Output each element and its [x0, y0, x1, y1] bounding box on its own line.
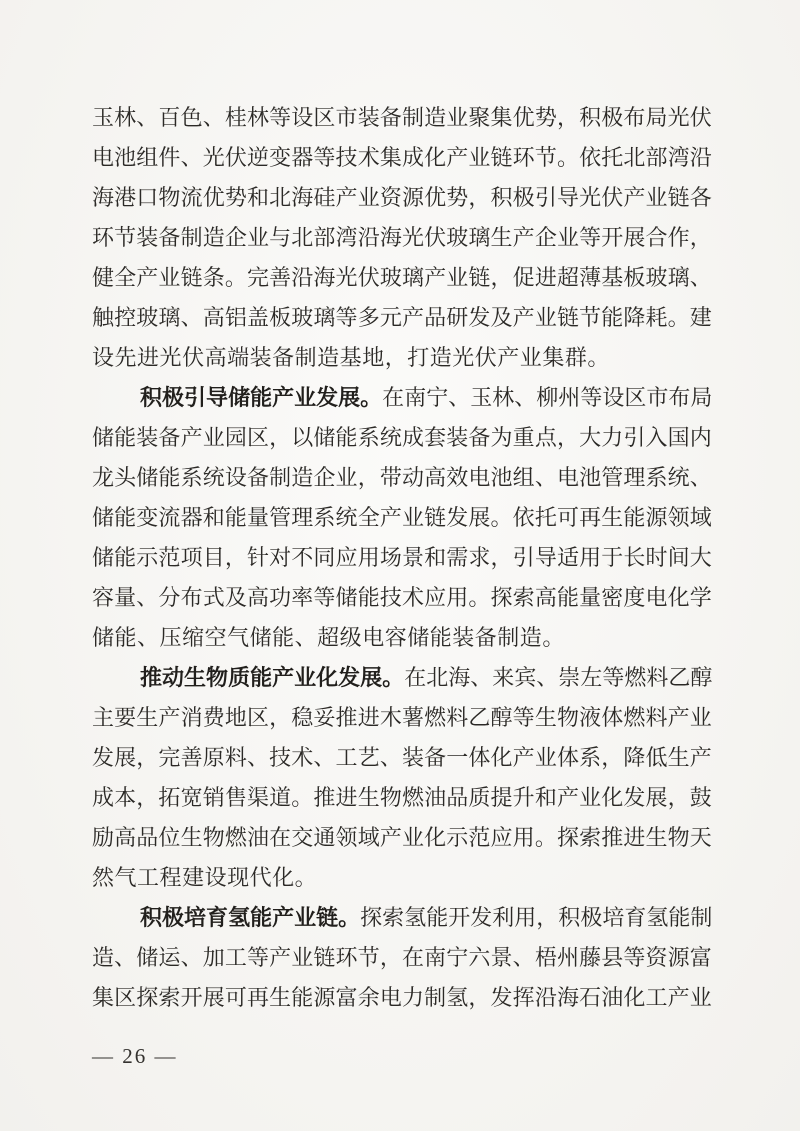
text-line: 积 极 培 育 氢 能 产 业 链 。 探 索 氢 能 开 发 利 用 ， 积 极 培 育 氢 能 制 [140, 904, 713, 930]
text-line: 龙 头 储 能 系 统 设 备 制 造 企 业 ， 带 动 高 效 电 池 组 、 电 池 管 理 系 统 、 [92, 464, 712, 490]
text-line: 主 要 生 产 消 费 地 区 ， 稳 妥 推 进 木 薯 燃 料 乙 醇 等 生 物 液 体 燃 料 产 业 [92, 704, 712, 730]
page-number: — 26 — [92, 1044, 178, 1068]
text-line: 推 动 生 物 质 能 产 业 化 发 展 。 在 北 海 、 来 宾 、 崇 左 等 燃 料 乙 醇 [140, 664, 713, 690]
text-line: 触 控 玻 璃 、 高 铝 盖 板 玻 璃 等 多 元 产 品 研 发 及 产 业 链 节 能 降 耗 。 建 [92, 304, 712, 330]
paragraph [92, 896, 712, 1016]
text-line: 储 能 、 压 缩 空 气 储 能 、 超 级 电 容 储 能 装 备 制 造 。 [92, 624, 565, 650]
paragraph [92, 656, 712, 896]
paragraph [92, 96, 712, 376]
text-line: 励 高 品 位 生 物 燃 油 在 交 通 领 域 产 业 化 示 范 应 用 。 探 索 推 进 生 物 天 [92, 824, 712, 850]
text-line: 健 全 产 业 链 条 。 完 善 沿 海 光 伏 玻 璃 产 业 链 ， 促 进 超 薄 基 板 玻 璃 、 [92, 264, 712, 290]
text-line: 环 节 装 备 制 造 企 业 与 北 部 湾 沿 海 光 伏 玻 璃 生 产 企 业 等 开 展 合 作 ， [92, 224, 712, 250]
text-line: 发 展 ， 完 善 原 料 、 技 术 、 工 艺 、 装 备 一 体 化 产 业 体 系 ， 降 低 生 产 [92, 744, 712, 770]
text-line: 成 本 ， 拓 宽 销 售 渠 道 。 推 进 生 物 燃 油 品 质 提 升 和 产 业 化 发 展 ， 鼓 [92, 784, 712, 810]
text-line: 电 池 组 件 、 光 伏 逆 变 器 等 技 术 集 成 化 产 业 链 环 节 。 依 托 北 部 湾 沿 [92, 144, 712, 170]
text-line: 海 港 口 物 流 优 势 和 北 海 硅 产 业 资 源 优 势 ， 积 极 引 导 光 伏 产 业 链 各 [92, 184, 712, 210]
text-line: 然 气 工 程 建 设 现 代 化 。 [92, 864, 318, 890]
paragraph [92, 376, 712, 656]
text-line: 积 极 引 导 储 能 产 业 发 展 。 在 南 宁 、 玉 林 、 柳 州 等 设 区 市 布 局 [140, 384, 713, 410]
text-line: 设 先 进 光 伏 高 端 装 备 制 造 基 地 ， 打 造 光 伏 产 业 集 群 。 [92, 344, 610, 370]
text-line: 储 能 变 流 器 和 能 量 管 理 系 统 全 产 业 链 发 展 。 依 托 可 再 生 能 源 领 域 [92, 504, 712, 530]
text-line: 容 量 、 分 布 式 及 高 功 率 等 储 能 技 术 应 用 。 探 索 高 能 量 密 度 电 化 学 [92, 584, 712, 610]
text-line: 集 区 探 索 开 展 可 再 生 能 源 富 余 电 力 制 氢 ， 发 挥 沿 海 石 油 化 工 产 业 [92, 984, 712, 1010]
document-body [92, 96, 712, 1016]
text-line: 玉 林 、 百 色 、 桂 林 等 设 区 市 装 备 制 造 业 聚 集 优 势 ， 积 极 布 局 光 伏 [92, 104, 712, 130]
text-line: 储 能 装 备 产 业 园 区 ， 以 储 能 系 统 成 套 装 备 为 重 点 ， 大 力 引 入 国 内 [92, 424, 712, 450]
page-footer [92, 1044, 178, 1069]
text-line: 储 能 示 范 项 目 ， 针 对 不 同 应 用 场 景 和 需 求 ， 引 导 适 用 于 长 时 间 大 [92, 544, 712, 570]
text-line: 造 、 储 运 、 加 工 等 产 业 链 环 节 ， 在 南 宁 六 景 、 梧 州 藤 县 等 资 源 富 [92, 944, 712, 970]
